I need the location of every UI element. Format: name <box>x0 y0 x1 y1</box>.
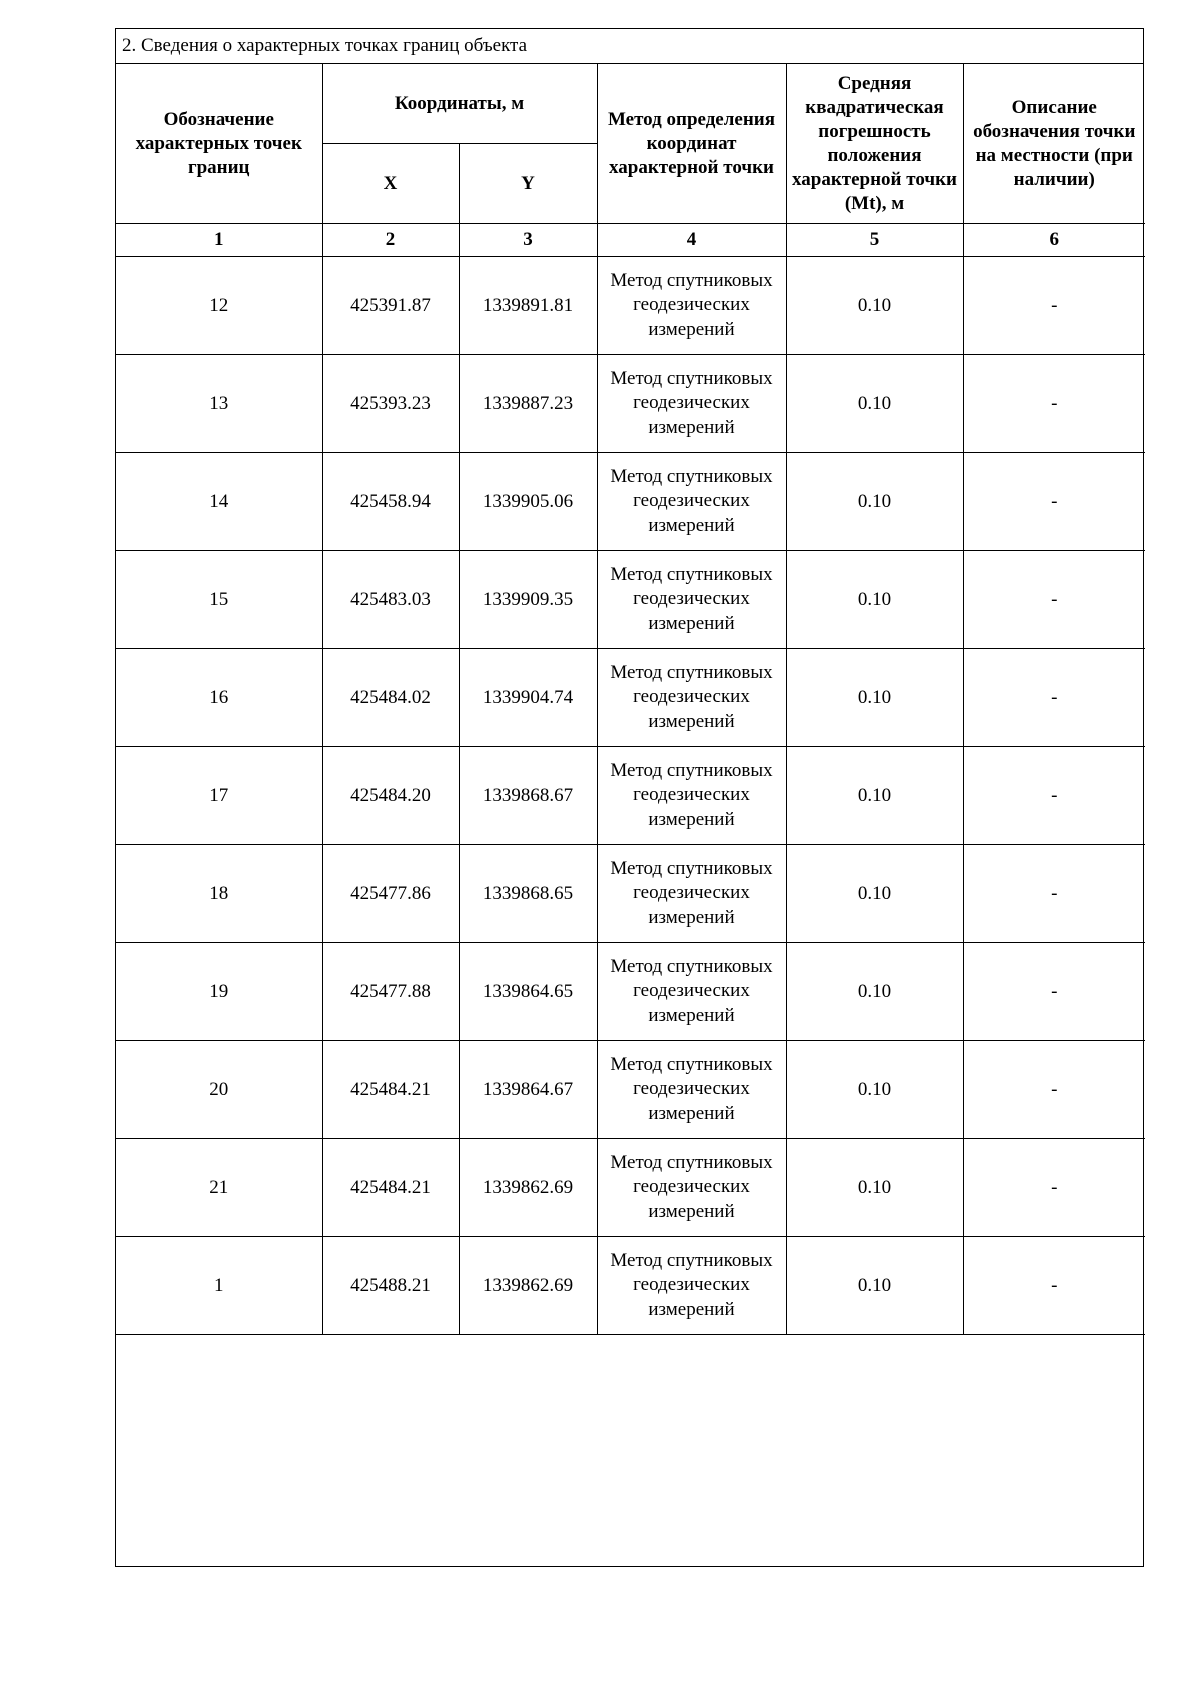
column-number: 6 <box>963 224 1145 257</box>
x-coordinate-cell: 425458.94 <box>322 453 459 551</box>
header-column-numbers <box>116 224 1145 257</box>
header-point-designation: Обозначение характерных точек границ <box>116 64 322 224</box>
mean-error-cell: 0.10 <box>786 1041 963 1139</box>
boundary-points-table <box>116 64 1145 1335</box>
column-number: 4 <box>597 224 786 257</box>
document-sheet <box>115 28 1144 1567</box>
method-cell <box>597 747 786 845</box>
method-cell <box>597 257 786 355</box>
header-mean-error: Средняя квадратическая погрешность положения характерной точки (Mt), м <box>786 64 963 224</box>
y-coordinate-cell: 1339868.65 <box>459 845 597 943</box>
x-coordinate-cell: 425488.21 <box>322 1237 459 1335</box>
blank-area <box>116 1335 1143 1549</box>
x-coordinate-cell: 425484.20 <box>322 747 459 845</box>
x-coordinate-cell: 425391.87 <box>322 257 459 355</box>
method-text: Метод спутниковых геодезических измерений <box>610 857 773 928</box>
point-number-cell: 19 <box>116 943 322 1041</box>
method-text: Метод спутниковых геодезических измерений <box>610 563 773 634</box>
point-number-cell: 13 <box>116 355 322 453</box>
method-text: Метод спутниковых геодезических измерений <box>610 465 773 536</box>
mean-error-cell: 0.10 <box>786 747 963 845</box>
table-row <box>116 1041 1145 1139</box>
method-text: Метод спутниковых геодезических измерений <box>610 1053 773 1124</box>
table-row <box>116 845 1145 943</box>
point-number-cell: 20 <box>116 1041 322 1139</box>
y-coordinate-cell: 1339864.67 <box>459 1041 597 1139</box>
table-row <box>116 257 1145 355</box>
section-title: 2. Сведения о характерных точках границ объекта <box>116 29 1143 64</box>
mean-error-cell: 0.10 <box>786 453 963 551</box>
method-cell <box>597 1139 786 1237</box>
description-cell: - <box>963 1237 1145 1335</box>
point-number-cell: 12 <box>116 257 322 355</box>
method-cell <box>597 453 786 551</box>
x-coordinate-cell: 425477.86 <box>322 845 459 943</box>
table-row <box>116 1237 1145 1335</box>
header-x: X <box>322 144 459 224</box>
point-number-cell: 21 <box>116 1139 322 1237</box>
x-coordinate-cell: 425484.02 <box>322 649 459 747</box>
header-coordinates: Координаты, м <box>322 64 597 144</box>
description-cell: - <box>963 1139 1145 1237</box>
description-cell: - <box>963 453 1145 551</box>
point-number-cell: 16 <box>116 649 322 747</box>
mean-error-cell: 0.10 <box>786 1237 963 1335</box>
table-row <box>116 943 1145 1041</box>
y-coordinate-cell: 1339887.23 <box>459 355 597 453</box>
method-text: Метод спутниковых геодезических измерений <box>610 1151 773 1222</box>
description-cell: - <box>963 355 1145 453</box>
table-row <box>116 1139 1145 1237</box>
description-cell: - <box>963 257 1145 355</box>
table-row <box>116 453 1145 551</box>
method-cell <box>597 355 786 453</box>
mean-error-cell: 0.10 <box>786 1139 963 1237</box>
description-cell: - <box>963 845 1145 943</box>
y-coordinate-cell: 1339904.74 <box>459 649 597 747</box>
mean-error-cell: 0.10 <box>786 649 963 747</box>
table-row <box>116 747 1145 845</box>
table-body <box>116 257 1145 1335</box>
x-coordinate-cell: 425393.23 <box>322 355 459 453</box>
header-y: Y <box>459 144 597 224</box>
method-text: Метод спутниковых геодезических измерений <box>610 269 773 340</box>
mean-error-cell: 0.10 <box>786 551 963 649</box>
table-row <box>116 649 1145 747</box>
point-number-cell: 18 <box>116 845 322 943</box>
mean-error-cell: 0.10 <box>786 257 963 355</box>
header-description: Описание обозначения точки на местности (при наличии) <box>963 64 1145 224</box>
y-coordinate-cell: 1339868.67 <box>459 747 597 845</box>
y-coordinate-cell: 1339862.69 <box>459 1139 597 1237</box>
header-method: Метод определения координат характерной точки <box>597 64 786 224</box>
mean-error-cell: 0.10 <box>786 943 963 1041</box>
x-coordinate-cell: 425483.03 <box>322 551 459 649</box>
description-cell: - <box>963 1041 1145 1139</box>
y-coordinate-cell: 1339909.35 <box>459 551 597 649</box>
method-cell <box>597 649 786 747</box>
y-coordinate-cell: 1339905.06 <box>459 453 597 551</box>
header-row-1 <box>116 64 1145 144</box>
column-number: 1 <box>116 224 322 257</box>
point-number-cell: 1 <box>116 1237 322 1335</box>
method-cell <box>597 1041 786 1139</box>
description-cell: - <box>963 649 1145 747</box>
column-number: 5 <box>786 224 963 257</box>
method-text: Метод спутниковых геодезических измерений <box>610 661 773 732</box>
description-cell: - <box>963 551 1145 649</box>
point-number-cell: 14 <box>116 453 322 551</box>
mean-error-cell: 0.10 <box>786 845 963 943</box>
point-number-cell: 17 <box>116 747 322 845</box>
method-text: Метод спутниковых геодезических измерений <box>610 367 773 438</box>
y-coordinate-cell: 1339891.81 <box>459 257 597 355</box>
method-cell <box>597 943 786 1041</box>
table-row <box>116 551 1145 649</box>
method-cell <box>597 1237 786 1335</box>
column-number: 2 <box>322 224 459 257</box>
table-row <box>116 355 1145 453</box>
column-number: 3 <box>459 224 597 257</box>
x-coordinate-cell: 425484.21 <box>322 1139 459 1237</box>
method-cell <box>597 551 786 649</box>
mean-error-cell: 0.10 <box>786 355 963 453</box>
x-coordinate-cell: 425484.21 <box>322 1041 459 1139</box>
y-coordinate-cell: 1339862.69 <box>459 1237 597 1335</box>
description-cell: - <box>963 747 1145 845</box>
method-text: Метод спутниковых геодезических измерений <box>610 1249 773 1320</box>
y-coordinate-cell: 1339864.65 <box>459 943 597 1041</box>
x-coordinate-cell: 425477.88 <box>322 943 459 1041</box>
point-number-cell: 15 <box>116 551 322 649</box>
description-cell: - <box>963 943 1145 1041</box>
method-text: Метод спутниковых геодезических измерений <box>610 955 773 1026</box>
method-cell <box>597 845 786 943</box>
method-text: Метод спутниковых геодезических измерений <box>610 759 773 830</box>
